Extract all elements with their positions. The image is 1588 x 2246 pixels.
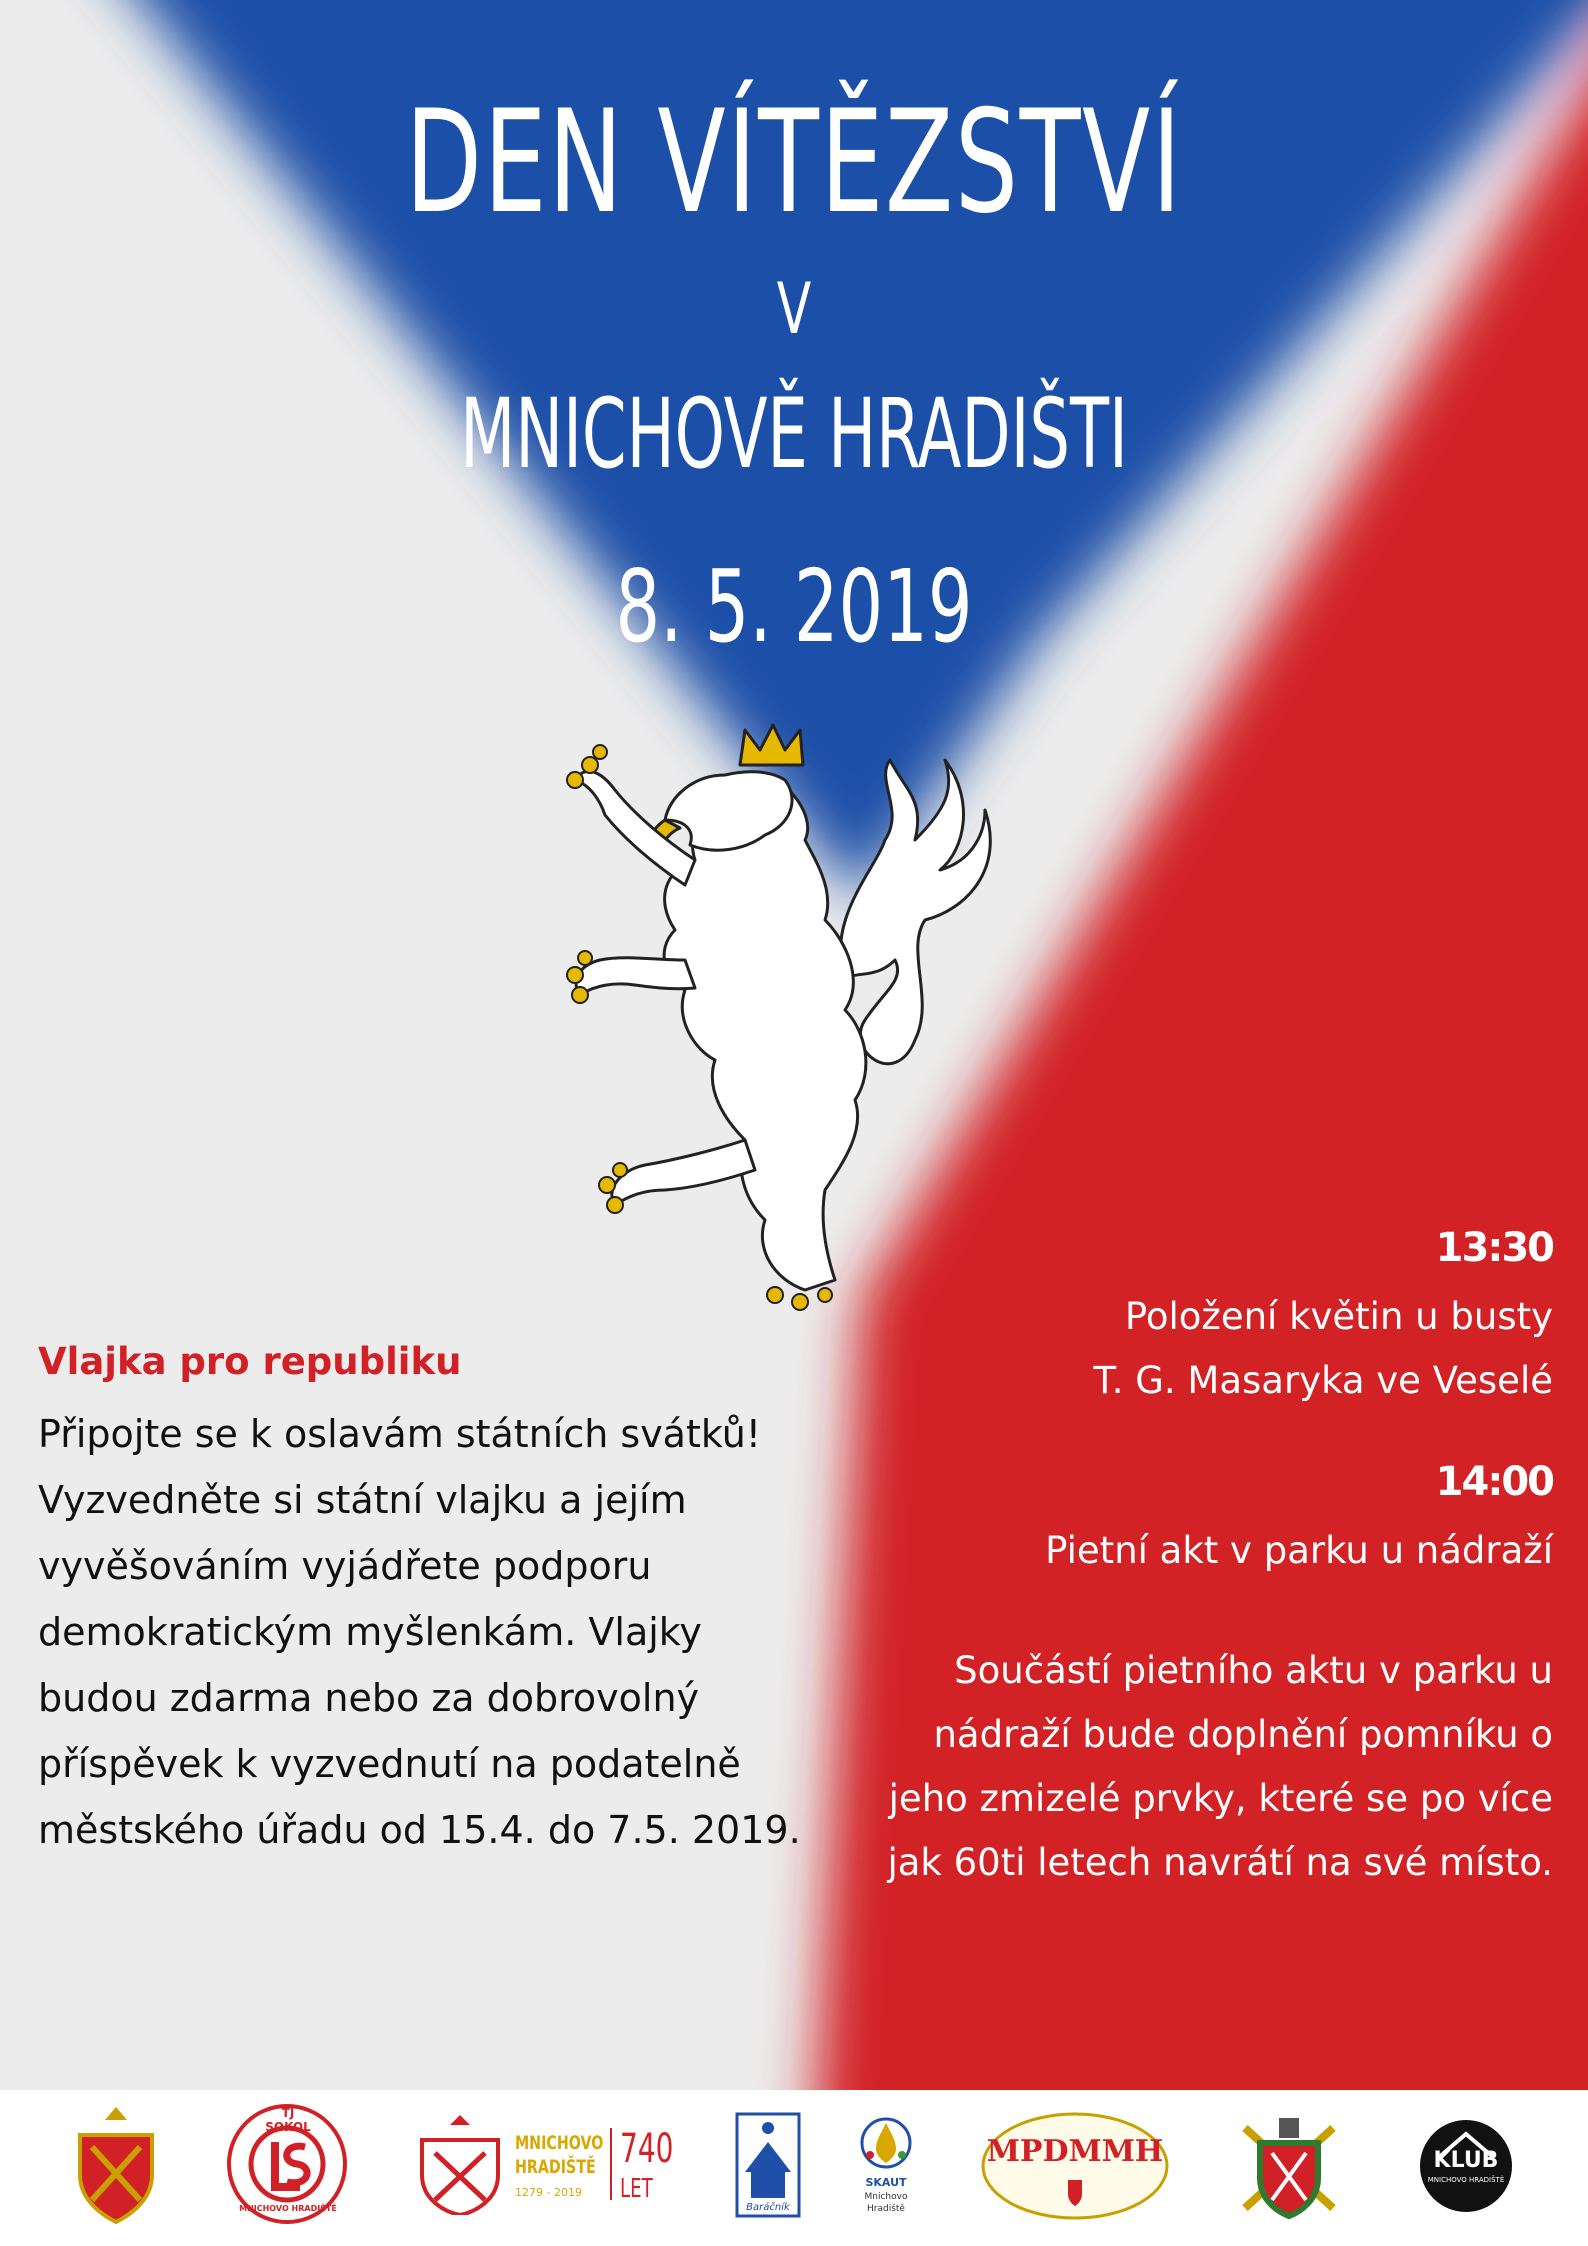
title-line-2: V [776, 268, 812, 350]
title-line-3: MNICHOVĚ HRADIŠTI [460, 378, 1128, 490]
event-date: 8. 5. 2019 [615, 548, 973, 665]
mpdmmh-logo-text: MPDMMH [986, 2134, 1164, 2169]
klub-logo-text: KLUB [1433, 2148, 1499, 2173]
schedule-time: 14:00 [1435, 1459, 1553, 1505]
anniversary-town-name: HRADIŠTĚ [515, 2156, 596, 2178]
note-line: nádraží bude doplnění pomníku o [933, 1713, 1553, 1756]
firefighters-emblem-icon [1230, 2108, 1348, 2226]
skaut-logo-place: Mnichovo [864, 2192, 908, 2202]
schedule-text: T. G. Masaryka ve Veselé [1093, 1359, 1553, 1402]
note-line: jak 60ti letech navrátí na své místo. [887, 1841, 1553, 1884]
schedule-time: 13:30 [1435, 1225, 1553, 1271]
flag-campaign-heading: Vlajka pro republiku [38, 1340, 462, 1383]
skaut-logo-icon [858, 2115, 914, 2171]
note-line: Součástí pietního aktu v parku u [954, 1649, 1553, 1692]
anniversary-years: 1279 - 2019 [515, 2186, 582, 2199]
anniversary-let: LET [620, 2174, 653, 2204]
flag-campaign-section [38, 1340, 801, 1863]
flag-campaign-line: příspěvek k vyzvednutí na podatelně [38, 1742, 741, 1786]
anniversary-town-name: MNICHOVO [515, 2132, 604, 2154]
sokol-logo-top-text: TJ SOKOL [265, 2106, 311, 2134]
partner-logos-bar [0, 2090, 1588, 2246]
town-coat-of-arms-icon [70, 2105, 162, 2225]
klub-logo-subtext: MNICHOVO HRADIŠTĚ [1427, 2176, 1505, 2184]
flag-campaign-line: vyvěšováním vyjádřete podporu [38, 1544, 652, 1588]
flag-campaign-line: Připojte se k oslavám státních svátků! [38, 1412, 762, 1456]
schedule-text: Pietní akt v parku u nádraží [1045, 1529, 1553, 1572]
flag-campaign-line: Vyzvedněte si státní vlajku a jejím [38, 1478, 687, 1522]
skaut-logo-name: SKAUT [865, 2176, 907, 2189]
skaut-logo-place: Hradiště [867, 2204, 905, 2214]
sokol-logo-bottom-text: MNICHOVO HRADIŠTĚ [239, 2204, 337, 2213]
anniversary-number: 740 [620, 2126, 674, 2172]
flag-campaign-line: budou zdarma nebo za dobrovolný [38, 1676, 700, 1720]
schedule-text: Položení květin u busty [1124, 1295, 1553, 1338]
anniversary-divider [610, 2128, 612, 2200]
note-line: jeho zmizelé prvky, které se po více [888, 1777, 1553, 1820]
flag-campaign-line: demokratickým myšlenkám. Vlajky [38, 1610, 702, 1654]
schedule-section [833, 1225, 1553, 1895]
baracnik-logo-text: Baráčník [746, 2202, 790, 2213]
title-line-1: DEN VÍTĚZSTVÍ [405, 80, 1183, 245]
anniversary-emblem-icon [410, 2115, 510, 2215]
flag-campaign-line: městského úřadu od 15.4. do 7.5. 2019. [38, 1808, 801, 1852]
